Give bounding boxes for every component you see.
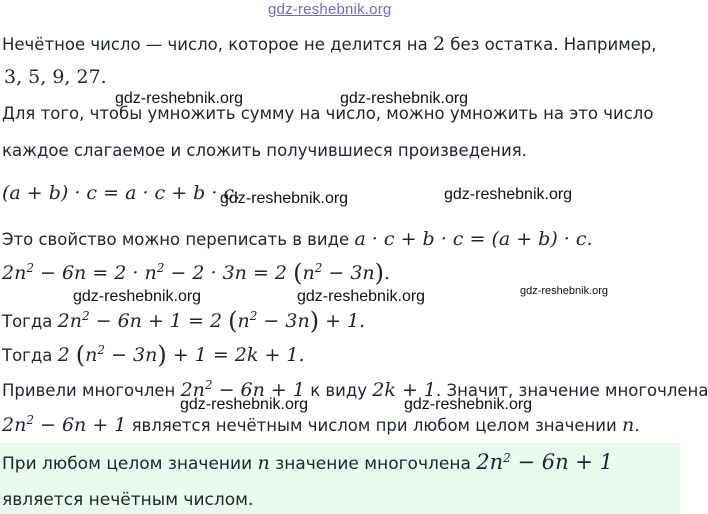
answer-text-b: значение многочлена [269,454,477,474]
watermark: gdz-reshebnik.org [520,285,609,297]
then-1-text: Тогда [2,312,58,331]
definition-end: без остатка. Например, [445,35,657,54]
number-two: 2 [432,33,446,55]
watermark: gdz-reshebnik.org [180,396,309,413]
watermark: gdz-reshebnik.org [340,90,469,107]
factor-formula: $2n^2 - 6n = 2 \cdot n^2 - 2 \cdot 3n = 2$ $(n^2 - 3n)$. [2,259,391,287]
odd-conclusion-line [2,414,640,437]
reduced-line [2,379,708,402]
odd-var: n [622,414,635,436]
factor-equation [2,259,391,287]
watermark: gdz-reshebnik.org [220,190,349,207]
definition-line [2,33,657,56]
watermark: gdz-reshebnik.org [444,186,573,203]
then-line-1 [2,307,366,335]
rewrite-text: Это свойство можно переписать в виде [2,230,355,249]
then-2-formula: 2 $(n^2 - 3n) + 1 = 2k + 1$. [57,341,305,369]
answer-text-a: При любом целом значении [2,454,258,474]
answer-formula: $2n^2 - 6n + 1$ [476,450,613,474]
watermark: gdz-reshebnik.org [73,288,202,305]
rewrite-formula: a · c + b · c = (a + b) · c. [354,228,593,250]
rewrite-line [2,228,593,251]
odd-formula: $2n^2 - 6n + 1$ [2,413,127,436]
formula-text: (a + b) · c = a · c + b · c. [2,182,241,204]
odd-end: . [634,416,640,435]
answer-line2: является нечётным числом. [2,490,254,510]
answer-line1 [2,451,613,475]
reduced-text-a: Привели многочлен [2,381,181,400]
reduced-text-c: . Значит, значение многочлена [436,381,708,400]
answer-var: n [257,452,270,474]
reduced-text-b: к виду [304,381,373,400]
then-line-2 [2,341,305,369]
then-2-text: Тогда [2,346,58,365]
odd-text: является нечётным числом при любом целом значении [126,416,622,435]
watermark: gdz-reshebnik.org [115,90,244,107]
reduced-formula-b: 2k + 1 [372,379,436,401]
distributive-rule-line1: Для того, чтобы умножить сумму на число, можно умножить на это число [2,104,654,123]
then-1-formula: $2n^2 - 6n + 1 = 2$ $(n^2 - 3n) + 1$. [57,307,366,335]
distributive-formula [2,182,240,205]
watermark: gdz-reshebnik.org [297,288,426,305]
answer-box [0,443,680,514]
reduced-formula-a: $2n^2 - 6n + 1$ [180,378,305,401]
odd-examples: 3, 5, 9, 27. [4,66,107,88]
watermark: gdz-reshebnik.org [404,396,533,413]
header-watermark[interactable]: gdz-reshebnik.org [268,1,392,18]
distributive-rule-line2: каждое слагаемое и сложить получившиеся произведения. [2,141,527,160]
definition-text: Нечётное число — число, которое не делится на [2,35,433,54]
